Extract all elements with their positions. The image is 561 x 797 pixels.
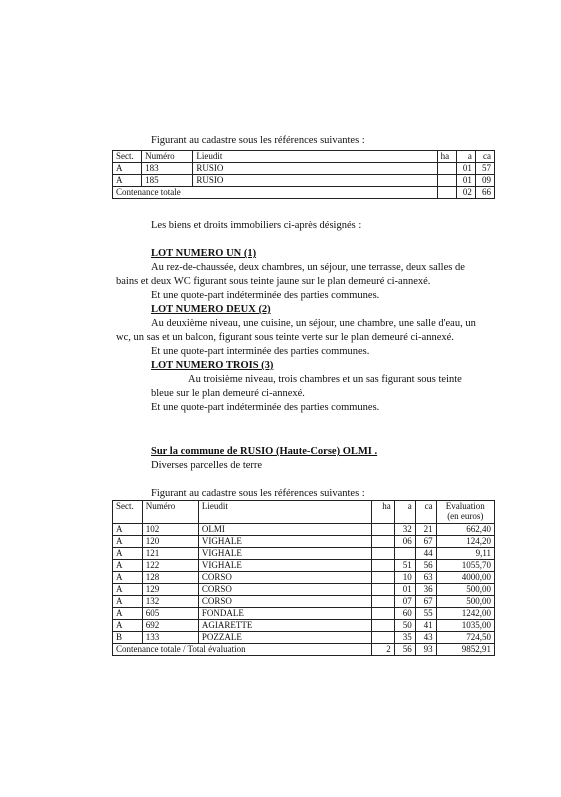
cell-a: 32 bbox=[394, 524, 415, 536]
lot1-line2: bains et deux WC figurant sous teinte jaune sur le plan demeuré ci-annexé. bbox=[116, 276, 431, 287]
cell-evaluation: 662,40 bbox=[436, 524, 494, 536]
lot3-title: LOT NUMERO TROIS (3) bbox=[151, 360, 274, 371]
cell-numero: 185 bbox=[142, 175, 193, 187]
cadastre-table-2 bbox=[112, 500, 495, 656]
cell-a: 60 bbox=[394, 608, 415, 620]
cell-ca: 67 bbox=[415, 596, 436, 608]
cell-numero: 128 bbox=[142, 572, 198, 584]
cell-ha bbox=[371, 524, 394, 536]
table-row bbox=[113, 548, 495, 560]
cell-ha bbox=[437, 175, 456, 187]
lot1-title: LOT NUMERO UN (1) bbox=[151, 248, 257, 259]
table2-body bbox=[113, 524, 495, 644]
header-a: a bbox=[456, 151, 475, 163]
cell-a: 35 bbox=[394, 632, 415, 644]
cell-numero: 183 bbox=[142, 163, 193, 175]
cell-lieudit: POZZALE bbox=[198, 632, 371, 644]
header-ca: ca bbox=[415, 501, 436, 524]
cell-ha bbox=[371, 608, 394, 620]
cell-lieudit: AGIARETTE bbox=[198, 620, 371, 632]
cell-sect: A bbox=[113, 536, 143, 548]
header-lieudit: Lieudit bbox=[193, 151, 437, 163]
cell-evaluation: 124,20 bbox=[436, 536, 494, 548]
cell-a: 51 bbox=[394, 560, 415, 572]
cell-lieudit: CORSO bbox=[198, 584, 371, 596]
cell-ca: 36 bbox=[415, 584, 436, 596]
cell-sect: A bbox=[113, 175, 142, 187]
header-ha: ha bbox=[437, 151, 456, 163]
header-evaluation bbox=[436, 501, 494, 524]
table-header-row bbox=[113, 151, 495, 163]
lot2-title: LOT NUMERO DEUX (2) bbox=[151, 304, 271, 315]
table-row bbox=[113, 572, 495, 584]
cell-numero: 120 bbox=[142, 536, 198, 548]
cell-lieudit: VIGHALE bbox=[198, 560, 371, 572]
cell-ha bbox=[437, 163, 456, 175]
cell-lieudit: CORSO bbox=[198, 572, 371, 584]
cell-a: 01 bbox=[394, 584, 415, 596]
header-lieudit: Lieudit bbox=[198, 501, 371, 524]
cell-evaluation: 500,00 bbox=[436, 584, 494, 596]
header-sect: Sect. bbox=[113, 151, 142, 163]
cell-ca: 55 bbox=[415, 608, 436, 620]
cell-a: 10 bbox=[394, 572, 415, 584]
cell-ha bbox=[371, 596, 394, 608]
header-numero: Numéro bbox=[142, 151, 193, 163]
cell-numero: 133 bbox=[142, 632, 198, 644]
cell-ha bbox=[371, 548, 394, 560]
table-row bbox=[113, 596, 495, 608]
cell-numero: 121 bbox=[142, 548, 198, 560]
total-a: 02 bbox=[456, 187, 475, 199]
cell-sect: A bbox=[113, 163, 142, 175]
cell-sect: A bbox=[113, 608, 143, 620]
cell-sect: B bbox=[113, 632, 143, 644]
header-a: a bbox=[394, 501, 415, 524]
cell-evaluation: 9,11 bbox=[436, 548, 494, 560]
cell-lieudit: OLMI bbox=[198, 524, 371, 536]
cell-evaluation: 1055,70 bbox=[436, 560, 494, 572]
total-label: Contenance totale / Total évaluation bbox=[113, 644, 372, 656]
cell-evaluation: 724,50 bbox=[436, 632, 494, 644]
header-sect: Sect. bbox=[113, 501, 143, 524]
cell-ca: 09 bbox=[475, 175, 494, 187]
cell-lieudit: RUSIO bbox=[193, 163, 437, 175]
cell-lieudit: RUSIO bbox=[193, 175, 437, 187]
lot1-line1: Au rez-de-chaussée, deux chambres, un séjour, une terrasse, deux salles de bbox=[151, 262, 465, 273]
cell-ca: 67 bbox=[415, 536, 436, 548]
cell-numero: 102 bbox=[142, 524, 198, 536]
cell-numero: 122 bbox=[142, 560, 198, 572]
table-row bbox=[113, 536, 495, 548]
cell-lieudit: VIGHALE bbox=[198, 548, 371, 560]
cell-ha bbox=[371, 560, 394, 572]
total-a: 56 bbox=[394, 644, 415, 656]
cell-evaluation: 1035,00 bbox=[436, 620, 494, 632]
cell-ca: 21 bbox=[415, 524, 436, 536]
table-row bbox=[113, 632, 495, 644]
cell-numero: 605 bbox=[142, 608, 198, 620]
table-header-row bbox=[113, 501, 495, 524]
cell-ca: 43 bbox=[415, 632, 436, 644]
total-ha: 2 bbox=[371, 644, 394, 656]
lot3-line1: Au troisième niveau, trois chambres et un sas figurant sous teinte bbox=[188, 374, 462, 385]
cell-sect: A bbox=[113, 524, 143, 536]
header-evaluation-unit: (en euros) bbox=[447, 511, 484, 521]
table-row bbox=[113, 608, 495, 620]
cell-sect: A bbox=[113, 584, 143, 596]
cell-evaluation: 500,00 bbox=[436, 596, 494, 608]
cell-sect: A bbox=[113, 596, 143, 608]
cell-sect: A bbox=[113, 572, 143, 584]
cell-ha bbox=[371, 536, 394, 548]
cell-ha bbox=[371, 632, 394, 644]
table-total-row bbox=[113, 187, 495, 199]
total-evaluation: 9852,91 bbox=[436, 644, 494, 656]
cell-ha bbox=[371, 584, 394, 596]
cell-sect: A bbox=[113, 560, 143, 572]
lot2-line2: wc, un sas et un balcon, figurant sous teinte verte sur le plan demeuré ci-annexé. bbox=[116, 332, 454, 343]
table-row bbox=[113, 524, 495, 536]
table2-caption: Figurant au cadastre sous les références suivantes : bbox=[151, 488, 365, 499]
cell-a: 06 bbox=[394, 536, 415, 548]
cell-lieudit: FONDALE bbox=[198, 608, 371, 620]
cell-ca: 56 bbox=[415, 560, 436, 572]
cell-lieudit: CORSO bbox=[198, 596, 371, 608]
total-ca: 66 bbox=[475, 187, 494, 199]
cell-ha bbox=[371, 572, 394, 584]
lot3-quote: Et une quote-part indéterminée des parties communes. bbox=[151, 402, 380, 413]
table-row bbox=[113, 560, 495, 572]
cell-a: 50 bbox=[394, 620, 415, 632]
cell-a: 01 bbox=[456, 175, 475, 187]
cell-ha bbox=[371, 620, 394, 632]
table-row bbox=[113, 163, 495, 175]
commune-subtitle: Diverses parcelles de terre bbox=[151, 460, 263, 471]
lot2-line1: Au deuxième niveau, une cuisine, un séjour, une chambre, une salle d'eau, un bbox=[151, 318, 476, 329]
table-row bbox=[113, 175, 495, 187]
cell-a: 07 bbox=[394, 596, 415, 608]
table-total-row bbox=[113, 644, 495, 656]
cell-numero: 129 bbox=[142, 584, 198, 596]
cell-numero: 132 bbox=[142, 596, 198, 608]
cell-sect: A bbox=[113, 548, 143, 560]
total-label: Contenance totale bbox=[113, 187, 438, 199]
cell-ca: 41 bbox=[415, 620, 436, 632]
cell-numero: 692 bbox=[142, 620, 198, 632]
lot3-line2: bleue sur le plan demeuré ci-annexé. bbox=[151, 388, 305, 399]
cadastre-table-1 bbox=[112, 150, 495, 199]
header-evaluation-label: Evaluation bbox=[445, 501, 485, 511]
total-ca: 93 bbox=[415, 644, 436, 656]
table-row bbox=[113, 620, 495, 632]
cell-ca: 44 bbox=[415, 548, 436, 560]
lot2-quote: Et une quote-part interminée des parties communes. bbox=[151, 346, 370, 357]
cell-evaluation: 4000,00 bbox=[436, 572, 494, 584]
cell-sect: A bbox=[113, 620, 143, 632]
cell-a bbox=[394, 548, 415, 560]
commune-title: Sur la commune de RUSIO (Haute-Corse) OLMI . bbox=[151, 446, 378, 457]
cell-ca: 57 bbox=[475, 163, 494, 175]
cell-ca: 63 bbox=[415, 572, 436, 584]
lot1-quote: Et une quote-part indéterminée des parties communes. bbox=[151, 290, 380, 301]
header-ha: ha bbox=[371, 501, 394, 524]
cell-a: 01 bbox=[456, 163, 475, 175]
intro-text: Les biens et droits immobiliers ci-après désignés : bbox=[151, 220, 362, 231]
cell-lieudit: VIGHALE bbox=[198, 536, 371, 548]
header-ca: ca bbox=[475, 151, 494, 163]
header-numero: Numéro bbox=[142, 501, 198, 524]
cell-evaluation: 1242,00 bbox=[436, 608, 494, 620]
table1-caption: Figurant au cadastre sous les références suivantes : bbox=[151, 135, 365, 146]
table-row bbox=[113, 584, 495, 596]
total-ha bbox=[437, 187, 456, 199]
